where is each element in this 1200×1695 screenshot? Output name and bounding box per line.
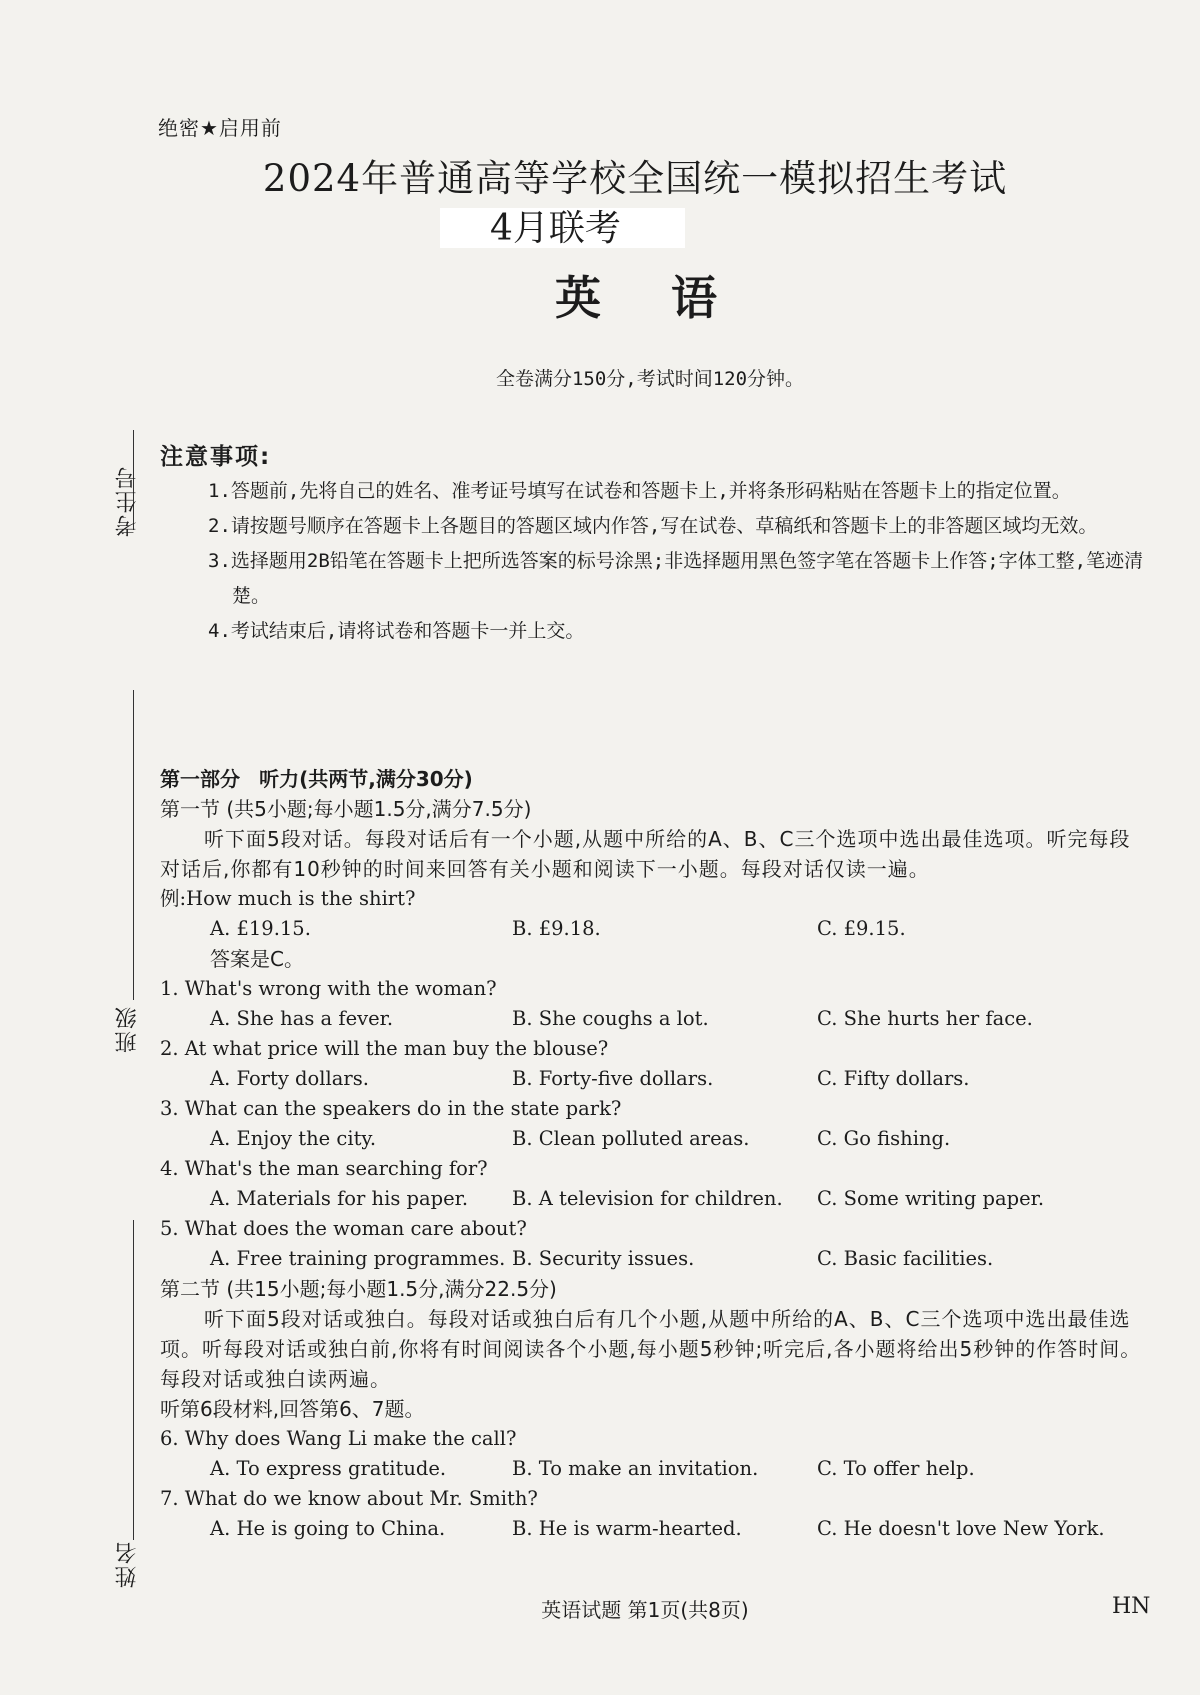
- option-c: C. Some writing paper.: [817, 1187, 1045, 1210]
- notice-item: 1.答题前,先将自己的姓名、准考证号填写在试卷和答题卡上,并将条形码粘贴在答题卡上的指定位置。: [208, 480, 1071, 502]
- question-options: [160, 1454, 1145, 1484]
- example-answer: 答案是C。: [210, 947, 304, 971]
- material-note: 听第6段材料,回答第6、7题。: [160, 1397, 425, 1421]
- notice-heading: 注意事项:: [160, 444, 272, 470]
- score-info: 全卷满分150分,考试时间120分钟。: [495, 368, 805, 390]
- binding-line: [133, 690, 134, 1000]
- option-a: A. Materials for his paper.: [210, 1187, 469, 1210]
- question-options: [160, 1124, 1145, 1154]
- exam-title: 2024年普通高等学校全国统一模拟招生考试: [262, 157, 1008, 200]
- section1-title: 第一节 (共5小题;每小题1.5分,满分7.5分): [160, 797, 532, 821]
- option-a: A. Free training programmes.: [210, 1247, 506, 1270]
- question-item: 4. What's the man searching for?: [160, 1157, 488, 1180]
- option-b: B. He is warm-hearted.: [512, 1517, 742, 1540]
- class-label: 班级: [115, 1005, 140, 1053]
- question-options: [160, 1184, 1145, 1214]
- option-a: A. To express gratitude.: [210, 1457, 447, 1480]
- option-a: A. Forty dollars.: [210, 1067, 369, 1090]
- section2-instructions: 听下面5段对话或独白。每段对话或独白后有几个小题,从题中所给的A、B、C三个选项中选出最佳选项。听每段对话或独白前,你将有时间阅读各个小题,每小题5秒钟;听完后,各小题将给出5秒钟的作答时间。每段对话或独白读两遍。: [160, 1307, 1142, 1391]
- option-b: B. She coughs a lot.: [512, 1007, 709, 1030]
- page-footer: 英语试题 第1页(共8页): [541, 1598, 749, 1622]
- region-code: HN: [1112, 1594, 1151, 1619]
- option-c: C. He doesn't love New York.: [817, 1517, 1105, 1540]
- option-b: B. Clean polluted areas.: [512, 1127, 750, 1150]
- question-item: 3. What can the speakers do in the state park?: [160, 1097, 622, 1120]
- part-heading-text: 听力(共两节,满分30分): [259, 767, 473, 791]
- notice-item: 3.选择题用2B铅笔在答题卡上把所选答案的标号涂黑;非选择题用黑色签字笔在答题卡上作答;字体工整,笔迹清楚。: [208, 550, 1144, 607]
- notice-item: 2.请按题号顺序在答题卡上各题目的答题区域内作答,写在试卷、草稿纸和答题卡上的非答题区域均无效。: [208, 515, 1098, 537]
- binding-line: [133, 1220, 134, 1540]
- question-item: 1. What's wrong with the woman?: [160, 977, 497, 1000]
- option-a: A. Enjoy the city.: [210, 1127, 377, 1150]
- option-b: B. Forty-five dollars.: [512, 1067, 714, 1090]
- question-options: [160, 1064, 1145, 1094]
- question-options: [160, 1004, 1145, 1034]
- subject-title: 英语: [555, 271, 787, 325]
- section2-title: 第二节 (共15小题;每小题1.5分,满分22.5分): [160, 1277, 557, 1301]
- example-question: 例:How much is the shirt?: [160, 887, 416, 910]
- part-heading-label: 第一部分: [160, 767, 240, 791]
- name-label: 姓名: [115, 1540, 140, 1588]
- option-b: B. £9.18.: [512, 917, 601, 940]
- notice-item: 4.考试结束后,请将试卷和答题卡一并上交。: [208, 620, 585, 642]
- option-b: B. To make an invitation.: [512, 1457, 759, 1480]
- option-c: C. She hurts her face.: [817, 1007, 1033, 1030]
- exam-subtitle: 4月联考: [490, 208, 621, 249]
- section1-instructions: 听下面5段对话。每段对话后有一个小题,从题中所给的A、B、C三个选项中选出最佳选项。听完每段对话后,你都有10秒钟的时间来回答有关小题和阅读下一小题。每段对话仅读一遍。: [160, 827, 1131, 881]
- binding-strip: [0, 0, 150, 1695]
- question-item: 7. What do we know about Mr. Smith?: [160, 1487, 538, 1510]
- question-item: 6. Why does Wang Li make the call?: [160, 1427, 517, 1450]
- option-c: C. Fifty dollars.: [817, 1067, 970, 1090]
- option-b: B. Security issues.: [512, 1247, 695, 1270]
- example-options: [160, 914, 1145, 944]
- notice-list: [208, 474, 1148, 649]
- question-item: 2. At what price will the man buy the blouse?: [160, 1037, 609, 1060]
- question-item: 5. What does the woman care about?: [160, 1217, 527, 1240]
- option-a: A. £19.15.: [210, 917, 311, 940]
- part-heading: [160, 764, 1145, 794]
- confidential-mark: 绝密★启用前: [158, 116, 282, 140]
- exam-number-label: 考生号: [115, 465, 140, 537]
- option-c: C. To offer help.: [817, 1457, 975, 1480]
- question-options: [160, 1244, 1145, 1274]
- listening-part: [160, 764, 1145, 1544]
- option-a: A. He is going to China.: [210, 1517, 446, 1540]
- option-c: C. Basic facilities.: [817, 1247, 994, 1270]
- question-options: [160, 1514, 1145, 1544]
- option-c: C. £9.15.: [817, 917, 906, 940]
- option-c: C. Go fishing.: [817, 1127, 951, 1150]
- option-a: A. She has a fever.: [210, 1007, 394, 1030]
- option-b: B. A television for children.: [512, 1187, 783, 1210]
